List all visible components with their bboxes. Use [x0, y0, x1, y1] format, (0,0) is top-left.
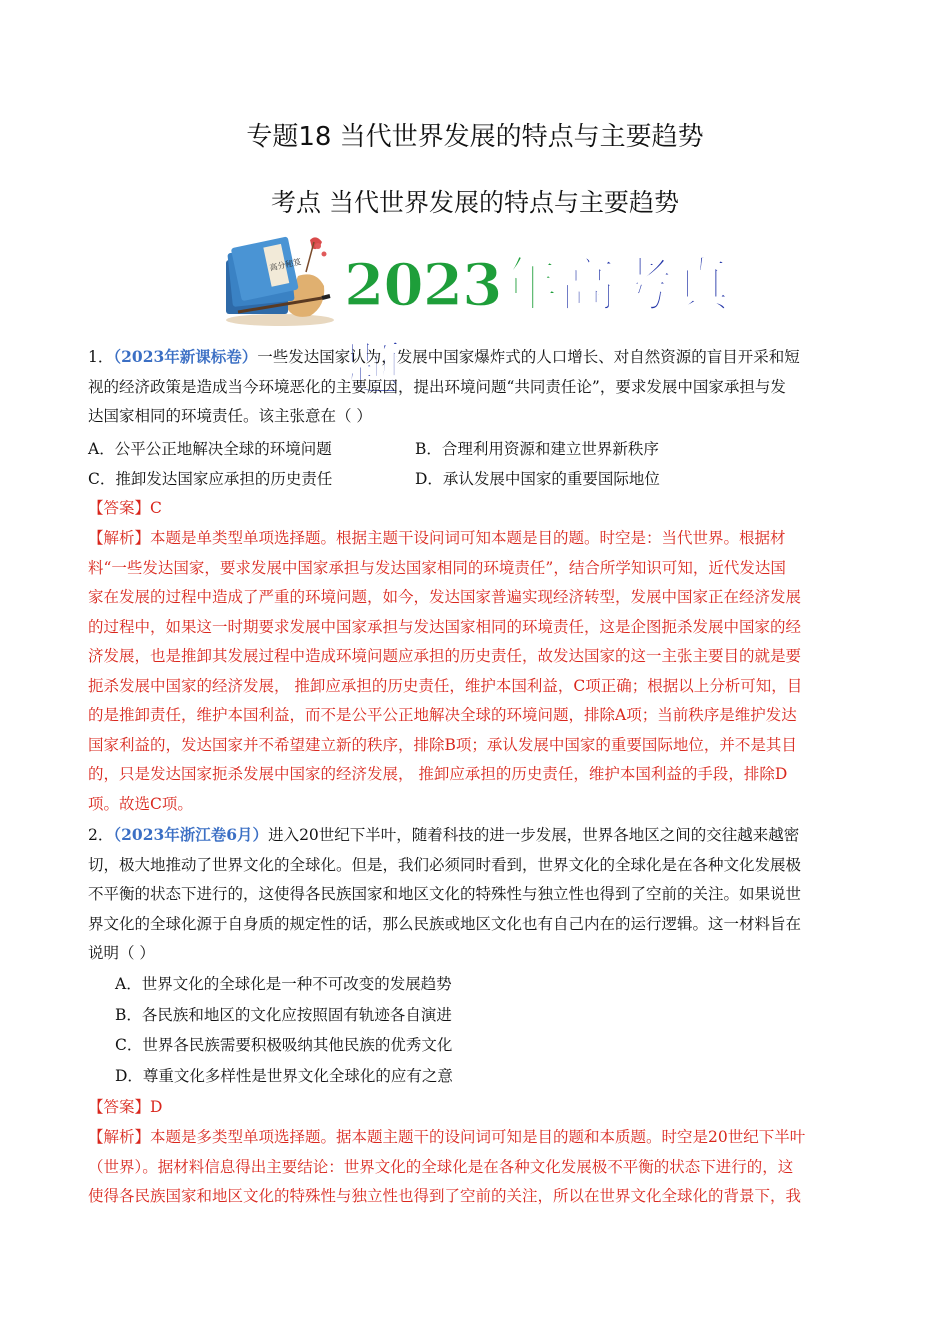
question-2-number: 2．: [88, 826, 114, 844]
banner-year: 2023年: [344, 251, 559, 319]
question-1-option-a[interactable]: A．公平公正地解决全球的环境问题: [88, 440, 332, 458]
question-2-option-a[interactable]: A．世界文化的全球化是一种不可改变的发展趋势: [115, 975, 452, 993]
question-2-explanation: 【解析】本题是多类型单项选择题。据本题主题干的设问词可知是目的题和本质题。时空是20世纪下半叶 （世界）。据材料信息得出主要结论：世界文化的全球化是在各种文化发展极不平衡的状态下进行的，这 使得各民族国家和地区文化的特殊性与独立性也得到了空前的关注，所以在世界文化全球化的背景下，我: [88, 1128, 806, 1205]
question-2-option-d[interactable]: D．尊重文化多样性是世界文化全球化的应有之意: [115, 1067, 453, 1085]
question-2-source: （2023年浙江卷6月）: [113, 825, 269, 844]
question-1-option-c[interactable]: C．推卸发达国家应承担的历史责任: [88, 470, 333, 488]
question-2-option-b[interactable]: B．各民族和地区的文化应按照固有轨迹各自演进: [115, 1006, 452, 1024]
banner-label: 高考真题: [344, 251, 730, 403]
question-2-stem: 2．（2023年浙江卷6月）进入20世纪下半叶，随着科技的进一步发展，世界各地区之间的交往越来越密 切，极大地推动了世界文化的全球化。但是，我们必须同时看到，世界文化的全球化是在各种文化发展极 不平衡的状态下进行的，这使得各民族国家和地区文化的特殊性与独立性也得到了空前的关注。如果说世 界文化的全球化源于自身质的规定性的话，那么民族或地区文化也有自己内在的运行逻辑。这一材料旨在 说明（ ）: [88, 825, 802, 962]
page-title: 专题18 当代世界发展的特点与主要趋势: [246, 122, 704, 152]
book-stack-icon: [218, 232, 338, 328]
svg-text:高分秘笈: 高分秘笈: [268, 257, 303, 273]
page-subtitle: 考点 当代世界发展的特点与主要趋势: [271, 188, 679, 217]
question-2-answer: 【答案】D: [88, 1098, 163, 1116]
question-1-number: 1．: [88, 348, 114, 366]
question-1-stem: 1．（2023年新课标卷）一些发达国家认为，发展中国家爆炸式的人口增长、对自然资源的盲目开采和短 视的经济政策是造成当今环境恶化的主要原因，提出环境问题“共同责任论”，要求发展中国家承担与发 达国家相同的环境责任。该主张意在（ ）: [88, 347, 800, 425]
question-1-source: （2023年新课标卷）: [113, 347, 258, 366]
question-1-option-b[interactable]: B．合理利用资源和建立世界新秩序: [415, 440, 659, 458]
question-1-option-d[interactable]: D．承认发展中国家的重要国际地位: [415, 470, 660, 488]
question-2-option-c[interactable]: C．世界各民族需要积极吸纳其他民族的优秀文化: [115, 1036, 453, 1054]
question-1-answer: 【答案】C: [88, 499, 162, 517]
question-1-explanation: 【解析】本题是单类型单项选择题。根据主题干设问词可知本题是目的题。时空是：当代世界。根据材 料“一些发达国家，要求发展中国家承担与发达国家相同的环境责任”，结合所学知识可知，近代发达国 家在发展的过程中造成了严重的环境问题，如今，发达国家普遍实现经济转型，发展中国家正在经济发展 的过程中，如果这一时期要求发展中国家承担与发达国家相同的环境责任，这是企图扼杀发展中国家的经 济发展，也是推卸其发展过程中造成环境问题应承担的历史责任，故发达国家的这一主张主要目的就是要 扼杀发展中国家的经济发展， 推卸应承担的历史责任，维护本国利益，C项正确；根据以上分析可知，目 的是推卸责任，维护本国利益，而不是公平公正地解决全球的环境问题，排除A项；当前秩序是维护发达 国家利益的，发达国家并不希望建立新的秩序，排除B项；承认发展中国家的重要国际地位，并不是其目 的，只是发达国家扼杀发展中国家的经济发展， 推卸应承担的历史责任，维护本国利益的手段，排除D 项。故选C项。: [88, 529, 803, 813]
